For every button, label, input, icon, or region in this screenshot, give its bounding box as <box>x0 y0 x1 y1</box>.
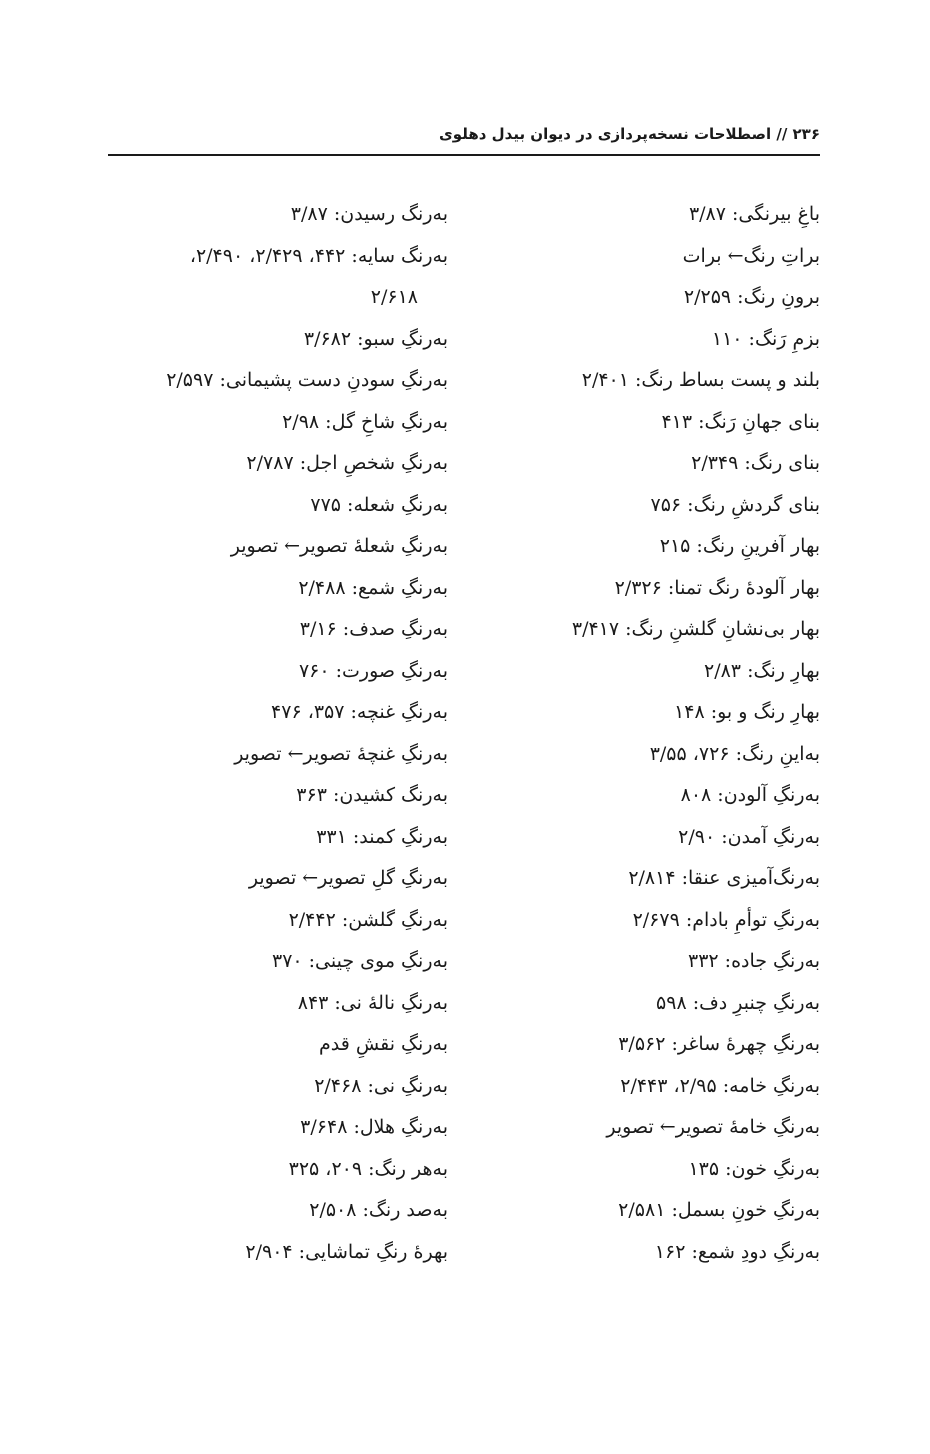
index-entry: به‌رنگِ گلشن: ۲/۴۴۲ <box>288 908 448 931</box>
index-entry: بهار بی‌نشانِ گلشنِ رنگ: ۳/۴۱۷ <box>571 618 820 640</box>
index-entry: به‌رنگِ خونِ بسمل: ۲/۵۸۱ <box>618 1199 820 1221</box>
index-entry: به‌رنگِ توأمِ بادام: ۲/۶۷۹ <box>632 908 820 931</box>
index-entry: به‌رنگِ هلال: ۳/۶۴۸ <box>300 1116 448 1138</box>
index-entry: بلند و پست بساط رنگ: ۲/۴۰۱ <box>581 369 820 391</box>
index-entry: به‌رنگِ چنبرِ دف: ۵۹۸ <box>656 991 820 1014</box>
index-entry: به‌اینِ رنگ: ۷۲۶، ۳/۵۵ <box>649 742 820 765</box>
index-entry: بهرۀ رنگِ تماشایی: ۲/۹۰۴ <box>245 1240 448 1263</box>
index-entry: به‌رنگ‌آمیزی عنقا: ۲/۸۱۴ <box>628 867 820 889</box>
index-column-right <box>500 194 820 1273</box>
index-entry: بهار آفرینِ رنگ: ۲۱۵ <box>659 535 820 557</box>
index-entry: به‌رنگِ دودِ شمع: ۱۶۲ <box>654 1240 820 1263</box>
index-entry: به‌رنگِ گلِ تصویر← تصویر <box>248 867 448 889</box>
index-entry: به‌رنگِ صورت: ۷۶۰ <box>298 659 448 682</box>
index-entry: به‌رنگِ شخصِ اجل: ۲/۷۸۷ <box>246 452 448 474</box>
index-entry: بهارِ رنگ و بو: ۱۴۸ <box>674 701 820 723</box>
index-entry: به‌رنگِ سودنِ دست پشیمانی: ۲/۵۹۷ <box>166 369 448 391</box>
index-entry: بهار آلودۀ رنگ تمنا: ۲/۳۲۶ <box>614 576 820 599</box>
index-entry: براتِ رنگ← برات <box>682 244 820 267</box>
index-entry: بزمِ رَنگ: ۱۱۰ <box>711 327 820 350</box>
index-entry: به‌رنگِ شمع: ۲/۴۸۸ <box>298 576 448 599</box>
index-entry: بنای جهانِ رَنگ: ۴۱۳ <box>661 410 820 433</box>
index-entry: به‌رنگِ جاده: ۳۳۲ <box>688 950 820 972</box>
index-entry: به‌رنگِ نالۀ نی: ۸۴۳ <box>297 991 448 1014</box>
index-entry: باغِ بیرنگی: ۳/۸۷ <box>688 203 820 225</box>
index-entry: به‌رنگِ آمدن: ۲/۹۰ <box>678 825 820 848</box>
index-entry: به‌رنگِ غنچه: ۳۵۷، ۴۷۶ <box>271 701 448 723</box>
index-entry: به‌رنگِ خامه: ۲/۹۵، ۲/۴۴۳ <box>620 1074 820 1097</box>
running-head: ۲۳۶ // اصطلاحات نسخه‌پردازی در دیوان بیدل دهلوی <box>439 125 820 143</box>
index-entry: به‌رنگِ نقشِ قدم <box>319 1033 448 1055</box>
index-entry: به‌رنگِ صدف: ۳/۱۶ <box>299 618 448 640</box>
index-entry-continuation: ۲/۶۱۸ <box>370 286 418 308</box>
index-entry: به‌رنگِ کمند: ۳۳۱ <box>316 825 448 848</box>
index-entry: بنای رنگ: ۲/۳۴۹ <box>691 452 820 474</box>
index-entry: بهارِ رنگ: ۲/۸۳ <box>704 659 820 682</box>
index-entry: به‌رنگ کشیدن: ۳۶۳ <box>296 784 448 806</box>
index-entry: برونِ رنگ: ۲/۲۵۹ <box>683 286 820 308</box>
index-entry: به‌رنگ سایه: ۴۴۲، ۲/۴۲۹، ۲/۴۹۰، <box>189 244 448 267</box>
index-entry: به‌رنگِ غنچۀ تصویر← تصویر <box>234 742 448 765</box>
index-entry: به‌رنگِ موی چینی: ۳۷۰ <box>271 950 448 972</box>
index-entry: به‌رنگ رسیدن: ۳/۸۷ <box>290 203 448 225</box>
header-rule <box>108 154 820 156</box>
index-entry: به‌رنگِ شعله: ۷۷۵ <box>310 493 448 516</box>
index-entry: به‌رنگِ خون: ۱۳۵ <box>688 1157 820 1180</box>
index-entry: به‌رنگِ خامۀ تصویر← تصویر <box>606 1116 820 1138</box>
index-column-left <box>110 194 448 1273</box>
index-entry: به‌رنگِ شعلۀ تصویر← تصویر <box>230 535 448 557</box>
index-entry: به‌رنگِ نی: ۲/۴۶۸ <box>314 1074 448 1097</box>
index-entry: به‌صد رنگ: ۲/۵۰۸ <box>309 1199 448 1221</box>
index-entry: بنای گردشِ رنگ: ۷۵۶ <box>650 493 820 516</box>
index-entry: به‌رنگِ آلودن: ۸۰۸ <box>680 784 820 806</box>
index-entry: به‌رنگِ چهرۀ ساغر: ۳/۵۶۲ <box>618 1033 820 1055</box>
index-entry: به‌هر رنگ: ۲۰۹، ۳۲۵ <box>288 1157 448 1180</box>
index-entry: به‌رنگِ شاخِ گل: ۲/۹۸ <box>282 410 448 433</box>
index-entry: به‌رنگِ سبو: ۳/۶۸۲ <box>303 327 448 350</box>
